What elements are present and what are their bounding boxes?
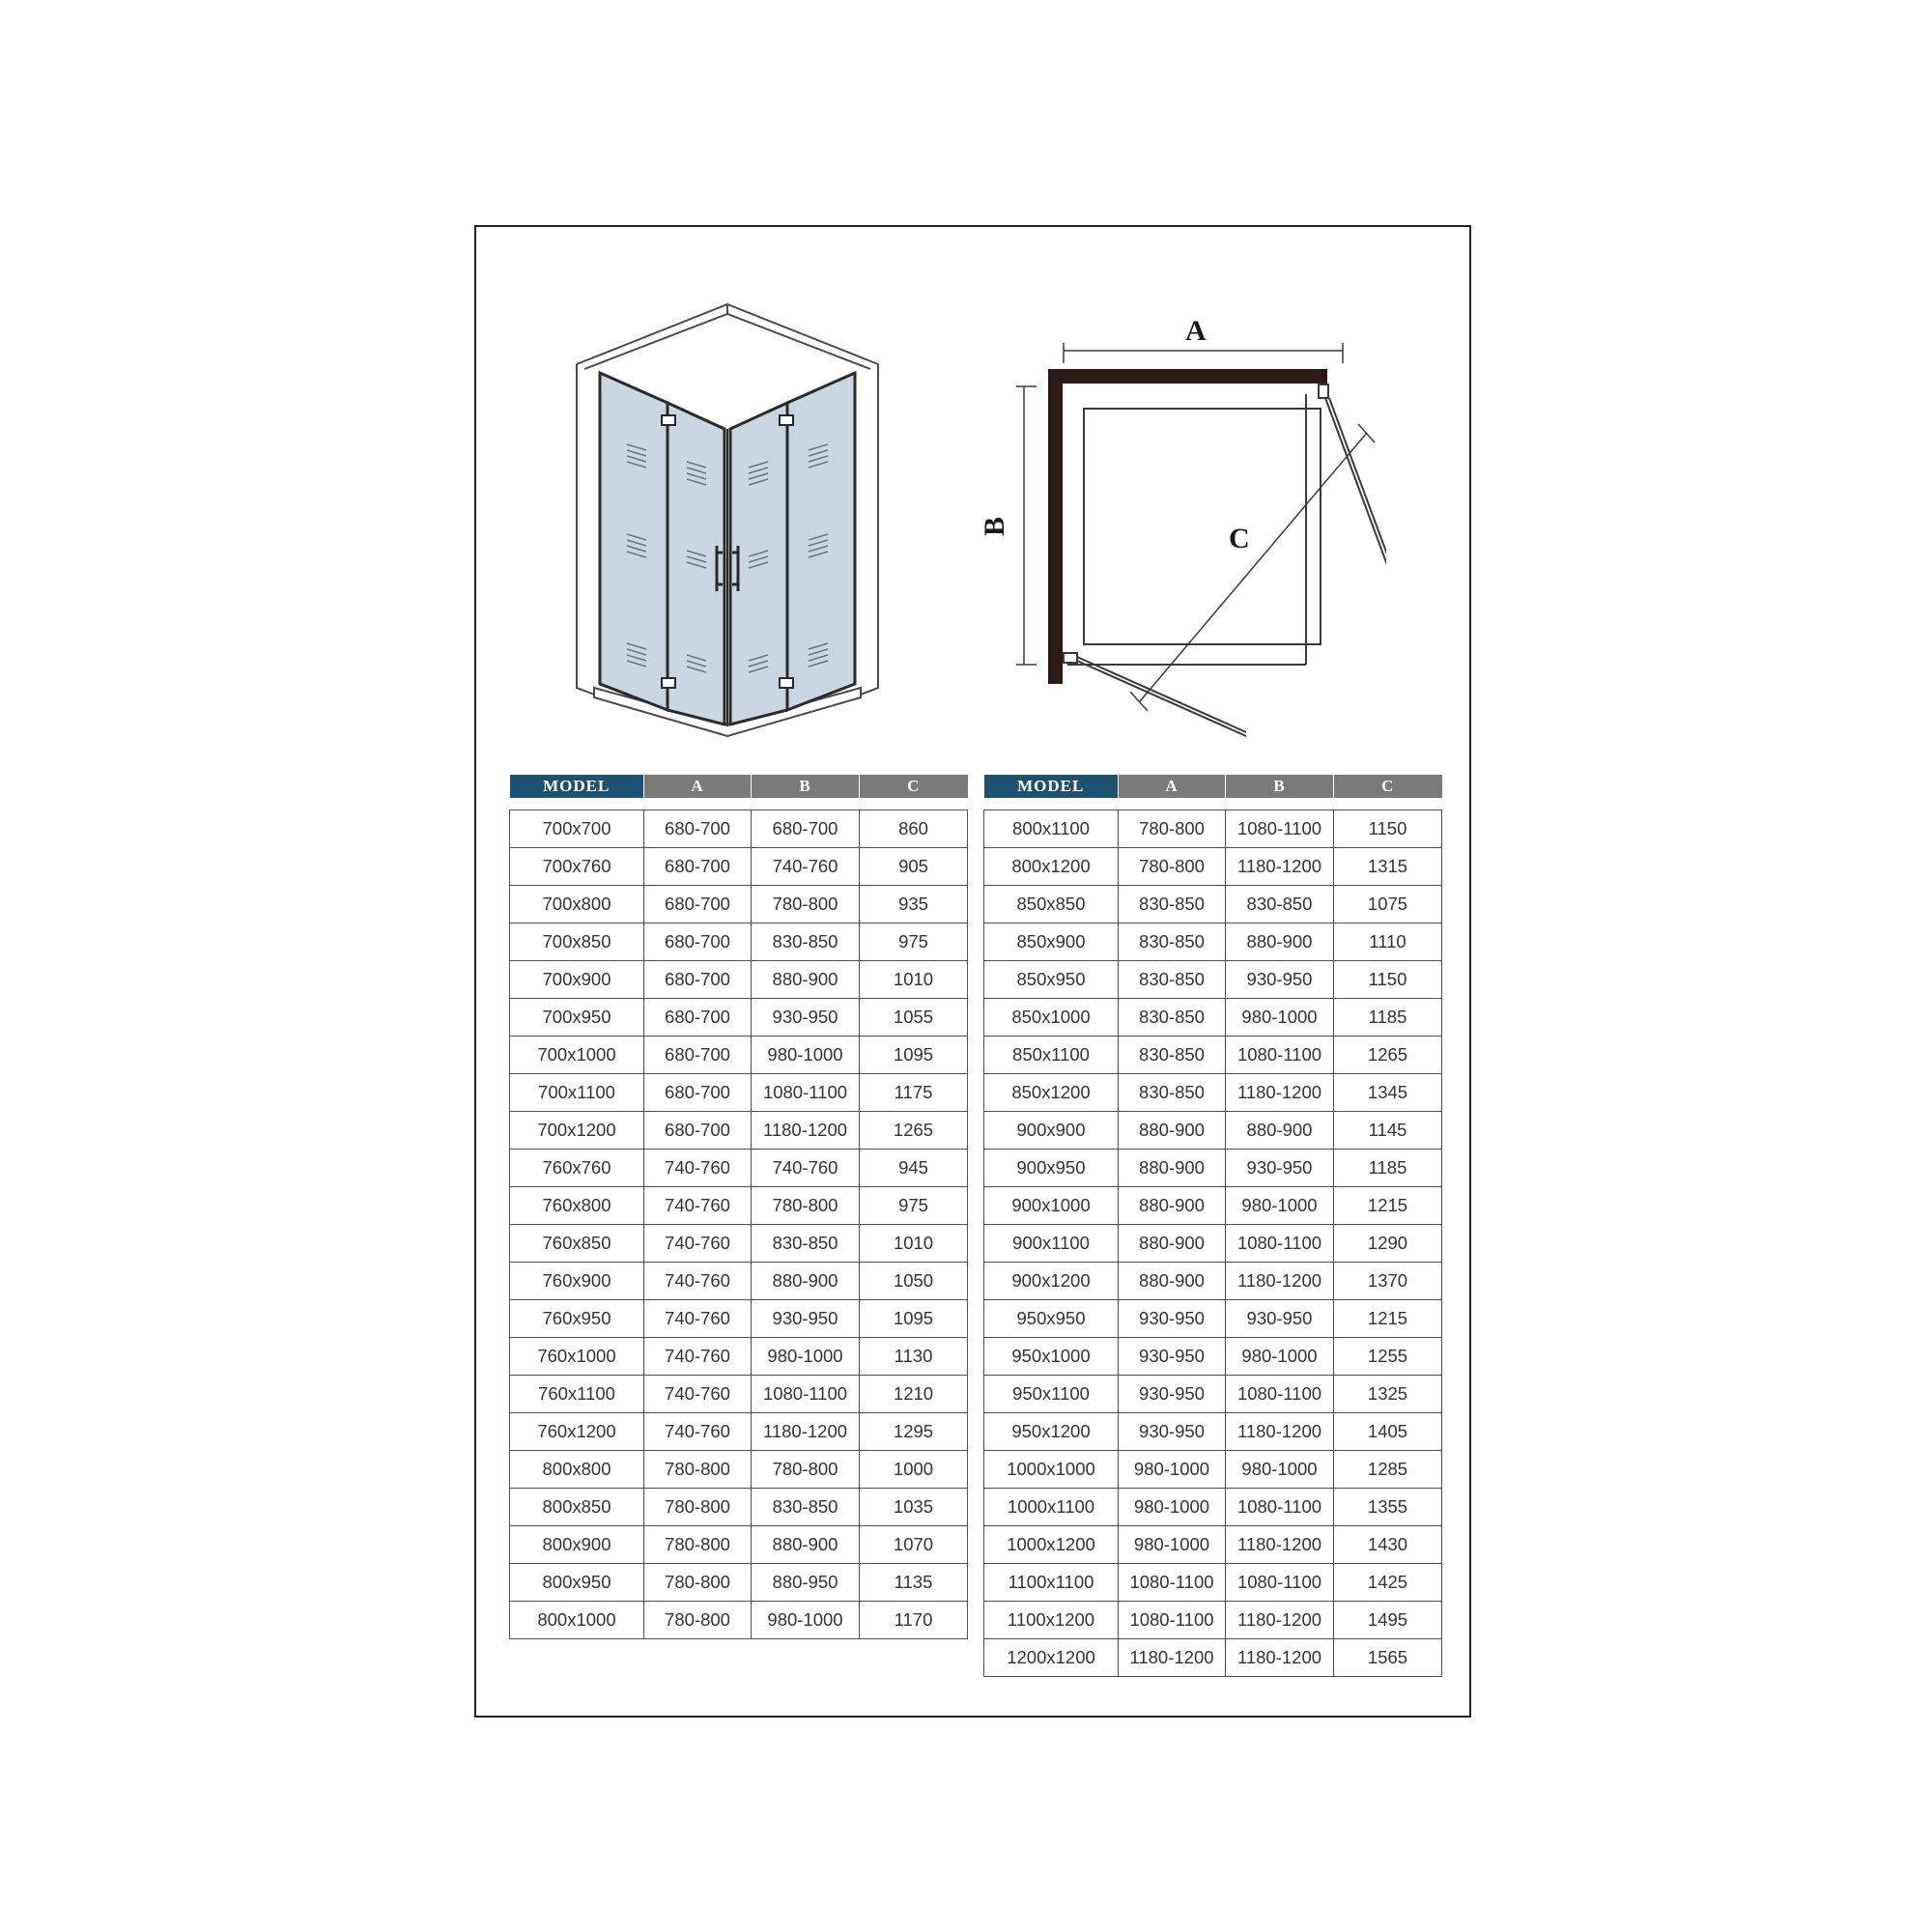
b-cell: 1180-1200 xyxy=(1226,1074,1334,1112)
a-cell: 680-700 xyxy=(644,999,752,1037)
c-cell: 905 xyxy=(860,848,968,886)
model-cell: 700x800 xyxy=(510,886,644,923)
c-cell: 1135 xyxy=(860,1564,968,1602)
b-cell: 980-1000 xyxy=(752,1338,860,1376)
a-cell: 880-900 xyxy=(1119,1263,1226,1300)
b-cell: 1180-1200 xyxy=(1226,1263,1334,1300)
c-cell: 1175 xyxy=(860,1074,968,1112)
a-cell: 880-900 xyxy=(1119,1187,1226,1225)
a-cell: 740-760 xyxy=(644,1413,752,1451)
plan-view-diagram xyxy=(980,307,1386,742)
b-cell: 930-950 xyxy=(1226,961,1334,999)
a-cell: 930-950 xyxy=(1119,1413,1226,1451)
model-cell: 700x700 xyxy=(510,810,644,848)
table-row xyxy=(510,1564,968,1602)
c-cell: 1565 xyxy=(1334,1639,1442,1677)
model-cell: 850x950 xyxy=(984,961,1119,999)
model-cell: 850x900 xyxy=(984,923,1119,961)
c-cell: 1150 xyxy=(1334,810,1442,848)
model-cell: 700x900 xyxy=(510,961,644,999)
dimension-line-c xyxy=(1130,424,1375,711)
table-row xyxy=(984,923,1442,961)
model-cell: 900x950 xyxy=(984,1150,1119,1187)
model-cell: 760x950 xyxy=(510,1300,644,1338)
model-cell: 760x1000 xyxy=(510,1338,644,1376)
model-cell: 700x1100 xyxy=(510,1074,644,1112)
a-cell: 830-850 xyxy=(1119,961,1226,999)
a-cell: 880-900 xyxy=(1119,1150,1226,1187)
model-cell: 950x1000 xyxy=(984,1338,1119,1376)
dimension-line-b xyxy=(1016,386,1037,665)
header-b: B xyxy=(1226,775,1334,798)
model-cell: 800x1100 xyxy=(984,810,1119,848)
model-cell: 760x1200 xyxy=(510,1413,644,1451)
b-cell: 1180-1200 xyxy=(1226,848,1334,886)
model-cell: 700x950 xyxy=(510,999,644,1037)
table-row xyxy=(984,1602,1442,1639)
b-cell: 880-950 xyxy=(752,1564,860,1602)
table-row xyxy=(510,923,968,961)
b-cell: 1180-1200 xyxy=(752,1112,860,1150)
a-cell: 830-850 xyxy=(1119,999,1226,1037)
c-cell: 1370 xyxy=(1334,1263,1442,1300)
c-cell: 1265 xyxy=(860,1112,968,1150)
c-cell: 1050 xyxy=(860,1263,968,1300)
table-body-left xyxy=(510,810,968,1639)
table-row xyxy=(510,961,968,999)
a-cell: 680-700 xyxy=(644,886,752,923)
c-cell: 1075 xyxy=(1334,886,1442,923)
table-row xyxy=(984,1376,1442,1413)
model-cell: 850x850 xyxy=(984,886,1119,923)
dimension-label-a: A xyxy=(1185,315,1207,347)
c-cell: 975 xyxy=(860,1187,968,1225)
c-cell: 1010 xyxy=(860,961,968,999)
b-cell: 1180-1200 xyxy=(1226,1413,1334,1451)
model-cell: 760x800 xyxy=(510,1187,644,1225)
header-a: A xyxy=(1119,775,1226,798)
c-cell: 1145 xyxy=(1334,1112,1442,1150)
table-row xyxy=(984,1263,1442,1300)
a-cell: 740-760 xyxy=(644,1338,752,1376)
c-cell: 1215 xyxy=(1334,1300,1442,1338)
a-cell: 780-800 xyxy=(644,1526,752,1564)
c-cell: 1170 xyxy=(860,1602,968,1639)
b-cell: 980-1000 xyxy=(1226,999,1334,1037)
b-cell: 1080-1100 xyxy=(1226,1376,1334,1413)
table-row xyxy=(984,1150,1442,1187)
a-cell: 980-1000 xyxy=(1119,1451,1226,1489)
wall-profile xyxy=(1048,369,1327,684)
b-cell: 830-850 xyxy=(752,1489,860,1526)
table-row xyxy=(510,886,968,923)
b-cell: 880-900 xyxy=(1226,923,1334,961)
c-cell: 1295 xyxy=(860,1413,968,1451)
table-row xyxy=(510,1489,968,1526)
c-cell: 1255 xyxy=(1334,1338,1442,1376)
swing-doors xyxy=(1064,384,1386,736)
b-cell: 980-1000 xyxy=(1226,1187,1334,1225)
b-cell: 1080-1100 xyxy=(752,1074,860,1112)
header-b: B xyxy=(752,775,860,798)
header-c: C xyxy=(1334,775,1442,798)
table-row xyxy=(984,1451,1442,1489)
table-row xyxy=(510,1074,968,1112)
a-cell: 980-1000 xyxy=(1119,1489,1226,1526)
table-row xyxy=(984,810,1442,848)
a-cell: 830-850 xyxy=(1119,1074,1226,1112)
table-row xyxy=(510,1225,968,1263)
model-cell: 900x1200 xyxy=(984,1263,1119,1300)
table-row xyxy=(510,848,968,886)
model-cell: 800x1000 xyxy=(510,1602,644,1639)
header-model: MODEL xyxy=(510,775,644,798)
b-cell: 1180-1200 xyxy=(1226,1602,1334,1639)
model-cell: 800x900 xyxy=(510,1526,644,1564)
a-cell: 780-800 xyxy=(1119,810,1226,848)
model-cell: 1100x1100 xyxy=(984,1564,1119,1602)
c-cell: 1405 xyxy=(1334,1413,1442,1451)
size-table-right xyxy=(983,775,1442,1677)
b-cell: 830-850 xyxy=(752,1225,860,1263)
a-cell: 830-850 xyxy=(1119,886,1226,923)
c-cell: 1185 xyxy=(1334,999,1442,1037)
c-cell: 1430 xyxy=(1334,1526,1442,1564)
table-header-row xyxy=(510,775,968,798)
table-row xyxy=(510,1338,968,1376)
c-cell: 1095 xyxy=(860,1037,968,1074)
b-cell: 1080-1100 xyxy=(752,1376,860,1413)
b-cell: 830-850 xyxy=(1226,886,1334,923)
table-row xyxy=(510,1413,968,1451)
a-cell: 680-700 xyxy=(644,810,752,848)
b-cell: 980-1000 xyxy=(1226,1451,1334,1489)
a-cell: 780-800 xyxy=(644,1564,752,1602)
b-cell: 1080-1100 xyxy=(1226,1489,1334,1526)
c-cell: 1010 xyxy=(860,1225,968,1263)
model-cell: 800x950 xyxy=(510,1564,644,1602)
a-cell: 740-760 xyxy=(644,1263,752,1300)
c-cell: 1130 xyxy=(860,1338,968,1376)
c-cell: 1315 xyxy=(1334,848,1442,886)
model-cell: 1100x1200 xyxy=(984,1602,1119,1639)
b-cell: 880-900 xyxy=(752,961,860,999)
b-cell: 1180-1200 xyxy=(1226,1639,1334,1677)
table-row xyxy=(984,961,1442,999)
b-cell: 1180-1200 xyxy=(752,1413,860,1451)
model-cell: 760x850 xyxy=(510,1225,644,1263)
c-cell: 1035 xyxy=(860,1489,968,1526)
model-cell: 950x1200 xyxy=(984,1413,1119,1451)
table-row xyxy=(984,1074,1442,1112)
c-cell: 1495 xyxy=(1334,1602,1442,1639)
header-c: C xyxy=(860,775,968,798)
c-cell: 1185 xyxy=(1334,1150,1442,1187)
table-row xyxy=(984,848,1442,886)
model-cell: 700x850 xyxy=(510,923,644,961)
b-cell: 880-900 xyxy=(752,1263,860,1300)
b-cell: 1080-1100 xyxy=(1226,810,1334,848)
table-row xyxy=(510,999,968,1037)
header-a: A xyxy=(644,775,752,798)
a-cell: 680-700 xyxy=(644,961,752,999)
c-cell: 1215 xyxy=(1334,1187,1442,1225)
model-cell: 700x1200 xyxy=(510,1112,644,1150)
model-cell: 900x1100 xyxy=(984,1225,1119,1263)
table-row xyxy=(984,886,1442,923)
table-body-right xyxy=(984,810,1442,1677)
a-cell: 740-760 xyxy=(644,1187,752,1225)
b-cell: 1080-1100 xyxy=(1226,1037,1334,1074)
table-row xyxy=(510,1150,968,1187)
model-cell: 700x1000 xyxy=(510,1037,644,1074)
a-cell: 780-800 xyxy=(644,1602,752,1639)
a-cell: 930-950 xyxy=(1119,1300,1226,1338)
b-cell: 780-800 xyxy=(752,886,860,923)
model-cell: 700x760 xyxy=(510,848,644,886)
table-row xyxy=(510,1112,968,1150)
table-row xyxy=(984,999,1442,1037)
table-row xyxy=(984,1413,1442,1451)
table-row xyxy=(510,1300,968,1338)
c-cell: 1150 xyxy=(1334,961,1442,999)
model-cell: 1000x1000 xyxy=(984,1451,1119,1489)
a-cell: 680-700 xyxy=(644,848,752,886)
b-cell: 930-950 xyxy=(752,999,860,1037)
a-cell: 680-700 xyxy=(644,1074,752,1112)
a-cell: 930-950 xyxy=(1119,1338,1226,1376)
a-cell: 880-900 xyxy=(1119,1225,1226,1263)
c-cell: 1210 xyxy=(860,1376,968,1413)
a-cell: 780-800 xyxy=(1119,848,1226,886)
shower-tray-outline xyxy=(1084,409,1321,644)
b-cell: 1080-1100 xyxy=(1226,1225,1334,1263)
c-cell: 1055 xyxy=(860,999,968,1037)
model-cell: 760x760 xyxy=(510,1150,644,1187)
a-cell: 1180-1200 xyxy=(1119,1639,1226,1677)
c-cell: 1095 xyxy=(860,1300,968,1338)
b-cell: 930-950 xyxy=(1226,1150,1334,1187)
table-row xyxy=(984,1564,1442,1602)
table-row xyxy=(984,1225,1442,1263)
model-cell: 900x900 xyxy=(984,1112,1119,1150)
a-cell: 880-900 xyxy=(1119,1112,1226,1150)
dimension-label-c: C xyxy=(1229,523,1250,554)
a-cell: 680-700 xyxy=(644,923,752,961)
table-row xyxy=(984,1112,1442,1150)
b-cell: 780-800 xyxy=(752,1187,860,1225)
model-cell: 950x950 xyxy=(984,1300,1119,1338)
size-table-left xyxy=(509,775,968,1639)
b-cell: 880-900 xyxy=(752,1526,860,1564)
table-header-row xyxy=(984,775,1442,798)
table-row xyxy=(510,1602,968,1639)
c-cell: 1345 xyxy=(1334,1074,1442,1112)
model-cell: 760x900 xyxy=(510,1263,644,1300)
b-cell: 930-950 xyxy=(1226,1300,1334,1338)
c-cell: 1110 xyxy=(1334,923,1442,961)
table-row xyxy=(984,1639,1442,1677)
b-cell: 780-800 xyxy=(752,1451,860,1489)
c-cell: 975 xyxy=(860,923,968,961)
table-row xyxy=(984,1489,1442,1526)
c-cell: 860 xyxy=(860,810,968,848)
header-model: MODEL xyxy=(984,775,1119,798)
model-cell: 1000x1200 xyxy=(984,1526,1119,1564)
c-cell: 1070 xyxy=(860,1526,968,1564)
c-cell: 1355 xyxy=(1334,1489,1442,1526)
b-cell: 980-1000 xyxy=(752,1037,860,1074)
table-row xyxy=(510,1376,968,1413)
model-cell: 760x1100 xyxy=(510,1376,644,1413)
a-cell: 930-950 xyxy=(1119,1376,1226,1413)
table-row xyxy=(984,1300,1442,1338)
a-cell: 780-800 xyxy=(644,1489,752,1526)
table-row xyxy=(984,1338,1442,1376)
table-row xyxy=(510,1451,968,1489)
a-cell: 980-1000 xyxy=(1119,1526,1226,1564)
c-cell: 1265 xyxy=(1334,1037,1442,1074)
model-cell: 850x1100 xyxy=(984,1037,1119,1074)
a-cell: 740-760 xyxy=(644,1150,752,1187)
c-cell: 1000 xyxy=(860,1451,968,1489)
table-row xyxy=(510,1526,968,1564)
table-row xyxy=(510,1187,968,1225)
model-cell: 850x1000 xyxy=(984,999,1119,1037)
c-cell: 1290 xyxy=(1334,1225,1442,1263)
a-cell: 740-760 xyxy=(644,1225,752,1263)
a-cell: 680-700 xyxy=(644,1112,752,1150)
c-cell: 1325 xyxy=(1334,1376,1442,1413)
table-row xyxy=(510,1037,968,1074)
b-cell: 980-1000 xyxy=(752,1602,860,1639)
table-row xyxy=(984,1037,1442,1074)
b-cell: 1080-1100 xyxy=(1226,1564,1334,1602)
model-cell: 1200x1200 xyxy=(984,1639,1119,1677)
shower-enclosure-illustration xyxy=(573,299,882,744)
table-row xyxy=(984,1187,1442,1225)
dimension-label-b: B xyxy=(979,516,1011,537)
b-cell: 830-850 xyxy=(752,923,860,961)
b-cell: 680-700 xyxy=(752,810,860,848)
table-row xyxy=(510,1263,968,1300)
table-row xyxy=(510,810,968,848)
a-cell: 830-850 xyxy=(1119,1037,1226,1074)
b-cell: 930-950 xyxy=(752,1300,860,1338)
c-cell: 1425 xyxy=(1334,1564,1442,1602)
c-cell: 935 xyxy=(860,886,968,923)
c-cell: 1285 xyxy=(1334,1451,1442,1489)
b-cell: 740-760 xyxy=(752,848,860,886)
a-cell: 830-850 xyxy=(1119,923,1226,961)
a-cell: 780-800 xyxy=(644,1451,752,1489)
b-cell: 980-1000 xyxy=(1226,1338,1334,1376)
a-cell: 740-760 xyxy=(644,1300,752,1338)
model-cell: 800x850 xyxy=(510,1489,644,1526)
b-cell: 880-900 xyxy=(1226,1112,1334,1150)
model-cell: 850x1200 xyxy=(984,1074,1119,1112)
model-cell: 950x1100 xyxy=(984,1376,1119,1413)
c-cell: 945 xyxy=(860,1150,968,1187)
model-cell: 1000x1100 xyxy=(984,1489,1119,1526)
a-cell: 1080-1100 xyxy=(1119,1564,1226,1602)
b-cell: 1180-1200 xyxy=(1226,1526,1334,1564)
a-cell: 680-700 xyxy=(644,1037,752,1074)
b-cell: 740-760 xyxy=(752,1150,860,1187)
model-cell: 900x1000 xyxy=(984,1187,1119,1225)
model-cell: 800x800 xyxy=(510,1451,644,1489)
a-cell: 740-760 xyxy=(644,1376,752,1413)
table-row xyxy=(984,1526,1442,1564)
model-cell: 800x1200 xyxy=(984,848,1119,886)
a-cell: 1080-1100 xyxy=(1119,1602,1226,1639)
